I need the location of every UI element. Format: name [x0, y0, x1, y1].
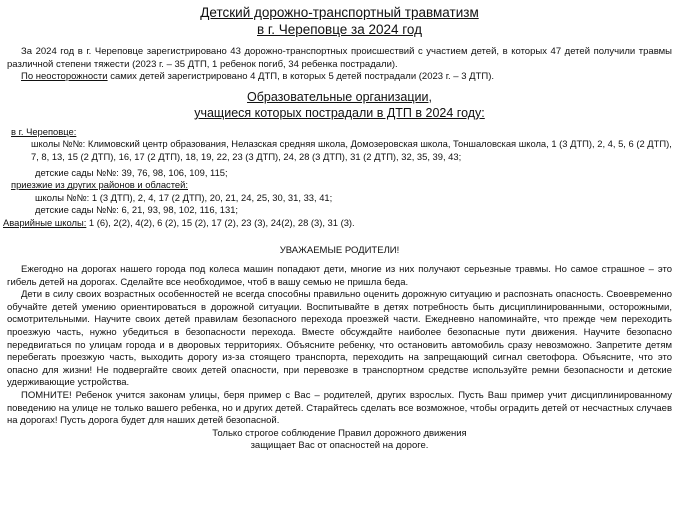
parents-heading: УВАЖАЕМЫЕ РОДИТЕЛИ!: [279, 245, 400, 257]
city-label: в г. Череповце:: [11, 125, 77, 137]
intro-paragraph: За 2024 год в г. Череповце зарегистрировано 43 дорожно-транспортных происшествий с участием детей, в которых 47 детей получили травмы различной степени тяжести (2023 г. – 35 ДТП, 1 ребенок погиб, 34 ребенка пострадали).: [7, 46, 672, 70]
city-kindergartens: детские сады №№: 39, 76, 98, 106, 109, 115;: [35, 167, 228, 178]
parents-section: [7, 264, 672, 453]
organizations-heading: [7, 89, 672, 121]
intro-section: [7, 46, 672, 84]
parents-paragraph-3: ПОМНИТЕ! Ребенок учится законам улицы, беря пример с Вас – родителей, других взрослых. Пусть Ваш пример учит дисциплинированному поведению на улице не только вашего ребенка, но и других детей. Старайтесь сделать все возможное, чтобы оградить детей от несчастных случаев на дорогах! Пусть дорога будет для наших детей безопасной.: [7, 389, 672, 427]
city-schools: школы №№: Климовский центр образования, Нелазская средняя школа, Домозеровская школа, Тоншаловская школа, 1 (3 ДТП), 2, 4, 5, 6 (2 ДТП), 7, 8, 13, 15 (2 ДТП), 16, 17 (2 ДТП), 18, 19, 22, 23 (3 ДТП), 24, 28 (3 ДТП), 31 (2 ДТП), 32, 35, 39, 43;: [31, 138, 672, 162]
parents-paragraph-2: Дети в силу своих возрастных особенностей не всегда способны правильно оценить дорожную ситуацию и распознать опасность. Своевременно обучайте детей умению ориентироваться в дорожной ситуации. Воспитывайте в детях потребность быть дисциплинированными, осторожными, осмотрительными. Научите своих детей правилам безопасного перехода проезжей части. Ежедневно напоминайте, что прежде чем переходить проезжую часть, нужно убедиться в безопасности перехода. Вместе обсуждайте наиболее безопасные пути движения. Научите безопасно передвигаться по улицам города и в дворовых территориях. Объясните ребенку, что остановить автомобиль сразу невозможно. Запретите детям перебегать проезжую часть, выходить дорогу из-за стоящего транспорта, переходить на запрещающий сигнал светофора. Объясните, что это опасно для жизни! Не подвергайте своих детей опасности, при перевозке в транспортном средстве используйте ремни безопасности и детские удерживающие устройства.: [7, 289, 672, 389]
closing-line-2: защищает Вас от опасностей на дороге.: [250, 440, 429, 452]
other-kindergartens: детские сады №№: 6, 21, 93, 98, 102, 116, 131;: [35, 204, 239, 216]
other-label: приезжие из других районов и областей:: [11, 179, 188, 191]
page-title: [7, 4, 672, 38]
closing-line-1: Только строгое соблюдение Правил дорожного движения: [212, 427, 467, 439]
negligence-paragraph: [7, 71, 672, 84]
title-line-2: в г. Череповце за 2024 год: [257, 22, 422, 37]
emergency-label: Аварийные школы:: [3, 216, 87, 228]
other-schools: школы №№: 1 (3 ДТП), 2, 4, 17 (2 ДТП), 20, 21, 24, 25, 30, 31, 33, 41;: [35, 191, 333, 203]
emergency-text: 1 (6), 2(2), 4(2), 6 (2), 15 (2), 17 (2), 23 (3), 24(2), 28 (3), 31 (3).: [86, 216, 355, 228]
negligence-label: По неосторожности: [21, 71, 108, 83]
orgs-title-line-1: Образовательные организации,: [247, 89, 432, 104]
orgs-title-line-2: учащиеся которых пострадали в ДТП в 2024 году:: [194, 105, 485, 120]
title-line-1: Детский дорожно-транспортный травматизм: [200, 5, 479, 20]
negligence-text: самих детей зарегистрировано 4 ДТП, в которых 5 детей пострадали (2023 г. – 3 ДТП).: [107, 71, 494, 83]
emergency-schools: [3, 217, 672, 229]
parents-paragraph-1: Ежегодно на дорогах нашего города под колеса машин попадают дети, многие из них получают серьезные травмы. Но самое страшное – это гибель детей на дорогах. Сделайте все необходимое, чтоб в вашу семью не пришла беда.: [7, 264, 672, 288]
organizations-list: [3, 125, 672, 229]
